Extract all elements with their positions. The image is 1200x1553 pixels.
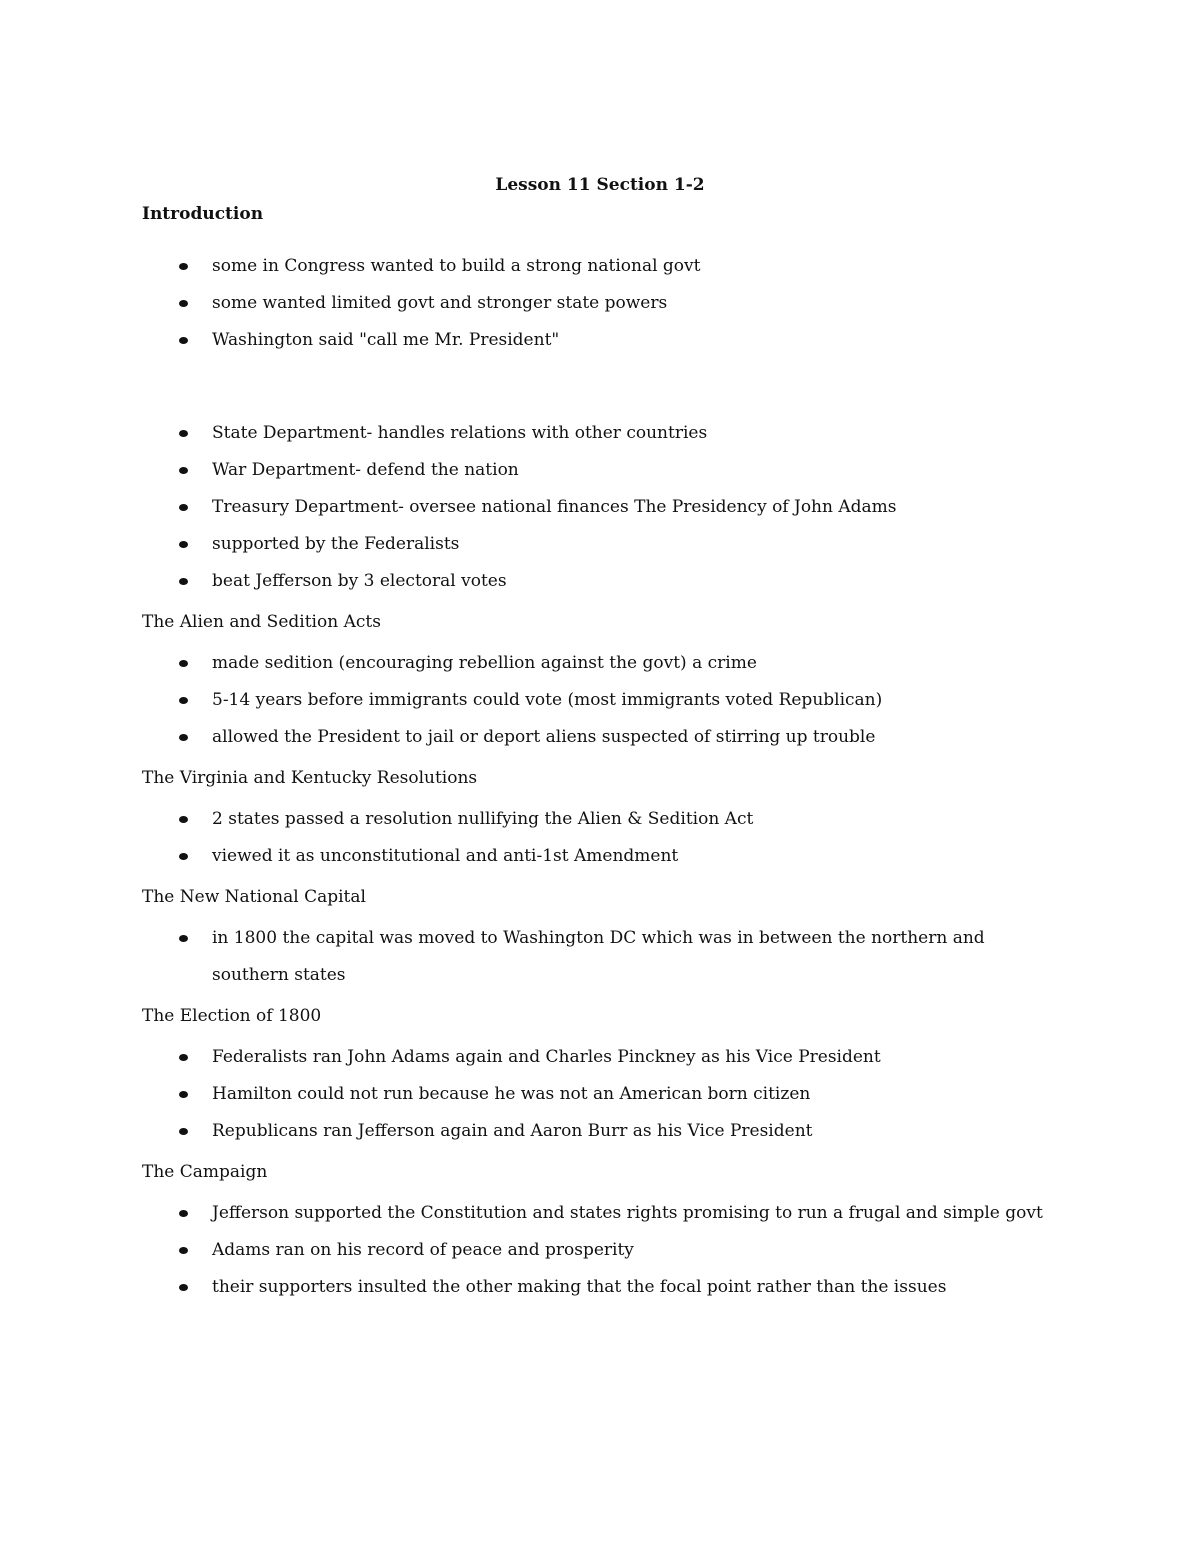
list-item-text: allowed the President to jail or deport aliens suspected of stirring up trouble xyxy=(212,727,876,747)
bullet-icon xyxy=(179,430,188,437)
list-item-text: beat Jefferson by 3 electoral votes xyxy=(212,571,507,591)
list-item xyxy=(142,248,1102,285)
list-item-text: some wanted limited govt and stronger state powers xyxy=(212,293,668,313)
list-item xyxy=(142,563,1102,600)
bullet-icon xyxy=(179,1054,188,1061)
section-heading-election-1800: The Election of 1800 xyxy=(142,1006,322,1026)
list-item-text: supported by the Federalists xyxy=(212,534,460,554)
list-item-text: in 1800 the capital was moved to Washington DC which was in between the northern and southern states xyxy=(212,928,985,985)
bullet-icon xyxy=(179,1128,188,1135)
list-item-text: Republicans ran Jefferson again and Aaron Burr as his Vice President xyxy=(212,1121,813,1141)
bullet-icon xyxy=(179,734,188,741)
bullet-list-alien-sedition xyxy=(142,645,1102,756)
list-item-text: 5-14 years before immigrants could vote (most immigrants voted Republican) xyxy=(212,690,883,710)
bullet-icon xyxy=(179,300,188,307)
bullet-icon xyxy=(179,504,188,511)
section-heading-alien-sedition: The Alien and Sedition Acts xyxy=(142,612,381,632)
bullet-icon xyxy=(179,660,188,667)
section-heading-campaign: The Campaign xyxy=(142,1162,268,1182)
list-item-text: Hamilton could not run because he was not an American born citizen xyxy=(212,1084,811,1104)
section-heading-introduction: Introduction xyxy=(142,204,264,224)
bullet-icon xyxy=(179,467,188,474)
bullet-icon xyxy=(179,1091,188,1098)
bullet-list-election-1800 xyxy=(142,1039,1102,1150)
list-item-text: Washington said "call me Mr. President" xyxy=(212,330,560,350)
list-item xyxy=(142,322,1102,359)
bullet-list-introduction xyxy=(142,248,1102,359)
list-item-text: Adams ran on his record of peace and prosperity xyxy=(212,1240,634,1260)
list-item xyxy=(142,526,1102,563)
list-item xyxy=(142,1232,1102,1269)
list-item-text: State Department- handles relations with other countries xyxy=(212,423,708,443)
list-item xyxy=(142,489,1102,526)
bullet-icon xyxy=(179,578,188,585)
list-item xyxy=(142,682,1102,719)
bullet-list-departments xyxy=(142,415,1102,600)
list-item xyxy=(142,1076,1102,1113)
bullet-icon xyxy=(179,1210,188,1217)
document-body xyxy=(142,201,1102,1306)
bullet-list-campaign xyxy=(142,1195,1102,1306)
list-item xyxy=(142,285,1102,322)
list-item xyxy=(142,645,1102,682)
list-item xyxy=(142,1269,1102,1306)
list-item-text: Treasury Department- oversee national finances The Presidency of John Adams xyxy=(212,497,897,517)
bullet-list-national-capital xyxy=(142,920,1102,994)
bullet-icon xyxy=(179,697,188,704)
list-item xyxy=(142,838,1102,875)
list-item-text: Federalists ran John Adams again and Charles Pinckney as his Vice President xyxy=(212,1047,881,1067)
list-item xyxy=(142,719,1102,756)
bullet-icon xyxy=(179,935,188,942)
bullet-icon xyxy=(179,1247,188,1254)
list-item xyxy=(142,801,1102,838)
section-heading-national-capital: The New National Capital xyxy=(142,887,366,907)
list-item-text: made sedition (encouraging rebellion against the govt) a crime xyxy=(212,653,757,673)
list-item-text: 2 states passed a resolution nullifying the Alien & Sedition Act xyxy=(212,809,754,829)
bullet-icon xyxy=(179,263,188,270)
bullet-icon xyxy=(179,853,188,860)
list-item-text: Jefferson supported the Constitution and states rights promising to run a frugal and simple govt xyxy=(212,1203,1043,1223)
section-heading-virginia-kentucky: The Virginia and Kentucky Resolutions xyxy=(142,768,478,788)
list-item-text: their supporters insulted the other making that the focal point rather than the issues xyxy=(212,1277,947,1297)
bullet-icon xyxy=(179,816,188,823)
bullet-icon xyxy=(179,541,188,548)
list-item-text: viewed it as unconstitutional and anti-1st Amendment xyxy=(212,846,679,866)
list-item xyxy=(142,415,1102,452)
list-item xyxy=(142,920,1002,994)
list-item xyxy=(142,1039,1102,1076)
bullet-list-virginia-kentucky xyxy=(142,801,1102,875)
list-item xyxy=(142,1195,1102,1232)
list-item xyxy=(142,452,1102,489)
document-title: Lesson 11 Section 1-2 xyxy=(495,175,705,195)
list-item-text: some in Congress wanted to build a strong national govt xyxy=(212,256,701,276)
list-item-text: War Department- defend the nation xyxy=(212,460,519,480)
bullet-icon xyxy=(179,337,188,344)
list-item xyxy=(142,1113,1102,1150)
bullet-icon xyxy=(179,1284,188,1291)
